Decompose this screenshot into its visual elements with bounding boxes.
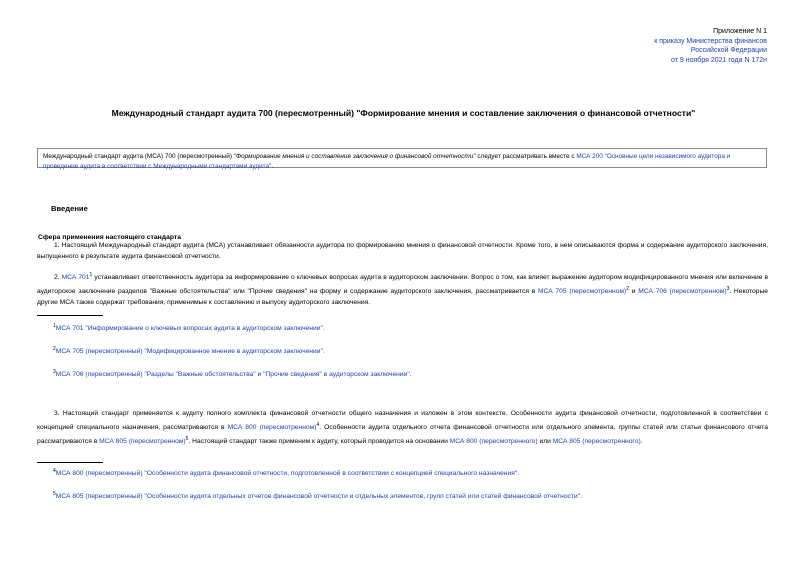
appendix-header: [527, 27, 767, 65]
footnote-text[interactable]: МСА 701 "Информирование о ключевых вопросах аудита в аудиторском заключении".: [55, 325, 325, 333]
appendix-federation-link[interactable]: Российской Федерации: [690, 47, 767, 54]
p3-text: .: [640, 438, 643, 446]
footnote-text[interactable]: МСА 705 (пересмотренный) "Модифицированное мнение в аудиторском заключении".: [55, 348, 325, 356]
appendix-order-link[interactable]: к приказу Министерства финансов: [654, 37, 767, 45]
note-box: [37, 148, 767, 168]
msa706-link[interactable]: МСА 706 (пересмотренном): [638, 288, 727, 296]
footnote-ref[interactable]: 4: [316, 421, 320, 428]
paragraph-1: [37, 241, 768, 263]
footnote-text[interactable]: МСА 800 (пересмотренный) "Особенности аудита финансовой отчетности, подготовленной в соответствии с концепцией специального назначения".: [55, 470, 520, 478]
msa805-link[interactable]: МСА 805 (пересмотренного): [552, 438, 641, 446]
msa200-link[interactable]: МСА 200 "Основные цели независимого аудитора и проведение аудита в соответствии с Международными стандартами аудита": [43, 153, 731, 170]
footnote-separator: [37, 462, 103, 463]
appendix-line: Приложение N 1: [713, 28, 767, 35]
footnote-ref[interactable]: 1: [89, 272, 93, 278]
intro-heading: Введение: [51, 204, 88, 213]
footnote: [53, 321, 325, 334]
footnote-mark: 4: [53, 468, 56, 474]
footnote: [53, 367, 412, 380]
footnote-mark: 3: [53, 369, 56, 375]
p3-text: . Настоящий стандарт также применим к аудиту, который проводится на основании: [188, 438, 450, 446]
footnote-ref[interactable]: 3: [726, 286, 730, 293]
footnote-mark: 2: [53, 346, 56, 352]
note-end: .: [271, 162, 274, 170]
footnote: [53, 489, 582, 502]
footnote-mark: 5: [53, 491, 56, 497]
footnote-text[interactable]: МСА 805 (пересмотренный) "Особенности аудита отдельных отчетов финансовой отчетности и отдельных элементов, групп статей или статей финансовой отчетности".: [55, 493, 582, 501]
msa705-link[interactable]: МСА 705 (пересмотренном): [537, 288, 627, 296]
p2-text: устанавливает ответственность аудитора за информирование о ключевых вопросах аудита в аудиторском заключении. Вопрос о том, как влияет выражение аудитором модифицированного мнения или включение в аудиторское заключение разделов "Важные обстоятельства" или "Прочие сведения" на форму и содержание аудиторского заключения, рассматривается в: [37, 274, 769, 296]
note-middle: следует рассматривать вместе с: [475, 153, 577, 160]
paragraph-1-text: 1. Настоящий Международный стандарт аудита (МСА) устанавливает обязанности аудитора по формированию мнения о финансовой отчетности. Кроме того, в нем описываются форма и содержание аудиторского заключения, выпущенного в результате аудита финансовой отчетности.: [37, 242, 768, 260]
p3-text: . Особенности аудита отдельного отчета финансовой отчетности или отдельного элемента, группы статей или статьи финансового отчета рассматриваются в: [37, 424, 769, 446]
msa701-link[interactable]: МСА 701: [61, 274, 90, 282]
document-title: Международный стандарт аудита 700 (пересмотренный) "Формирование мнения и составление заключения о финансовой отчетности": [111, 108, 696, 118]
footnote-ref[interactable]: 2: [626, 286, 630, 293]
scope-heading: Сфера применения настоящего стандарта: [38, 234, 182, 241]
appendix-date-link[interactable]: от 9 ноября 2021 года N 172н: [671, 56, 767, 64]
footnote-separator: [37, 315, 103, 316]
p2-num: 2.: [54, 274, 62, 282]
p3-text: или: [537, 438, 553, 446]
msa805-link[interactable]: МСА 805 (пересмотренном): [99, 438, 186, 446]
msa800-link[interactable]: МСА 800 (пересмотренного): [449, 438, 538, 446]
footnote-ref[interactable]: 5: [185, 435, 189, 442]
footnote: [53, 466, 519, 479]
footnote-text[interactable]: МСА 706 (пересмотренный) "Разделы "Важные обстоятельства" и "Прочие сведения" в аудиторском заключении".: [55, 371, 412, 379]
p2-text: и: [629, 288, 639, 296]
paragraph-3: [37, 409, 768, 448]
p3-text: 3. Настоящий стандарт применяется к аудиту полного комплекта финансовой отчетности общего назначения и изложен в этом контексте. Особенности аудита финансовой отчетности, подготовленной в соответствии с концепцией специального назначения, рассматриваются в: [37, 410, 768, 432]
p2-text: . Некоторые другие МСА также содержат требования, применимые к составлению и выпуску аудиторского заключения.: [37, 288, 769, 307]
note-italic: "Формирование мнения и составление заключения о финансовой отчетности": [233, 153, 476, 160]
footnote: [53, 344, 325, 357]
msa800-link[interactable]: МСА 800 (пересмотренном): [227, 424, 317, 432]
note-prefix: Международный стандарт аудита (МСА) 700 (пересмотренный): [43, 153, 234, 160]
paragraph-2: [37, 270, 768, 309]
footnote-mark: 1: [53, 323, 56, 329]
